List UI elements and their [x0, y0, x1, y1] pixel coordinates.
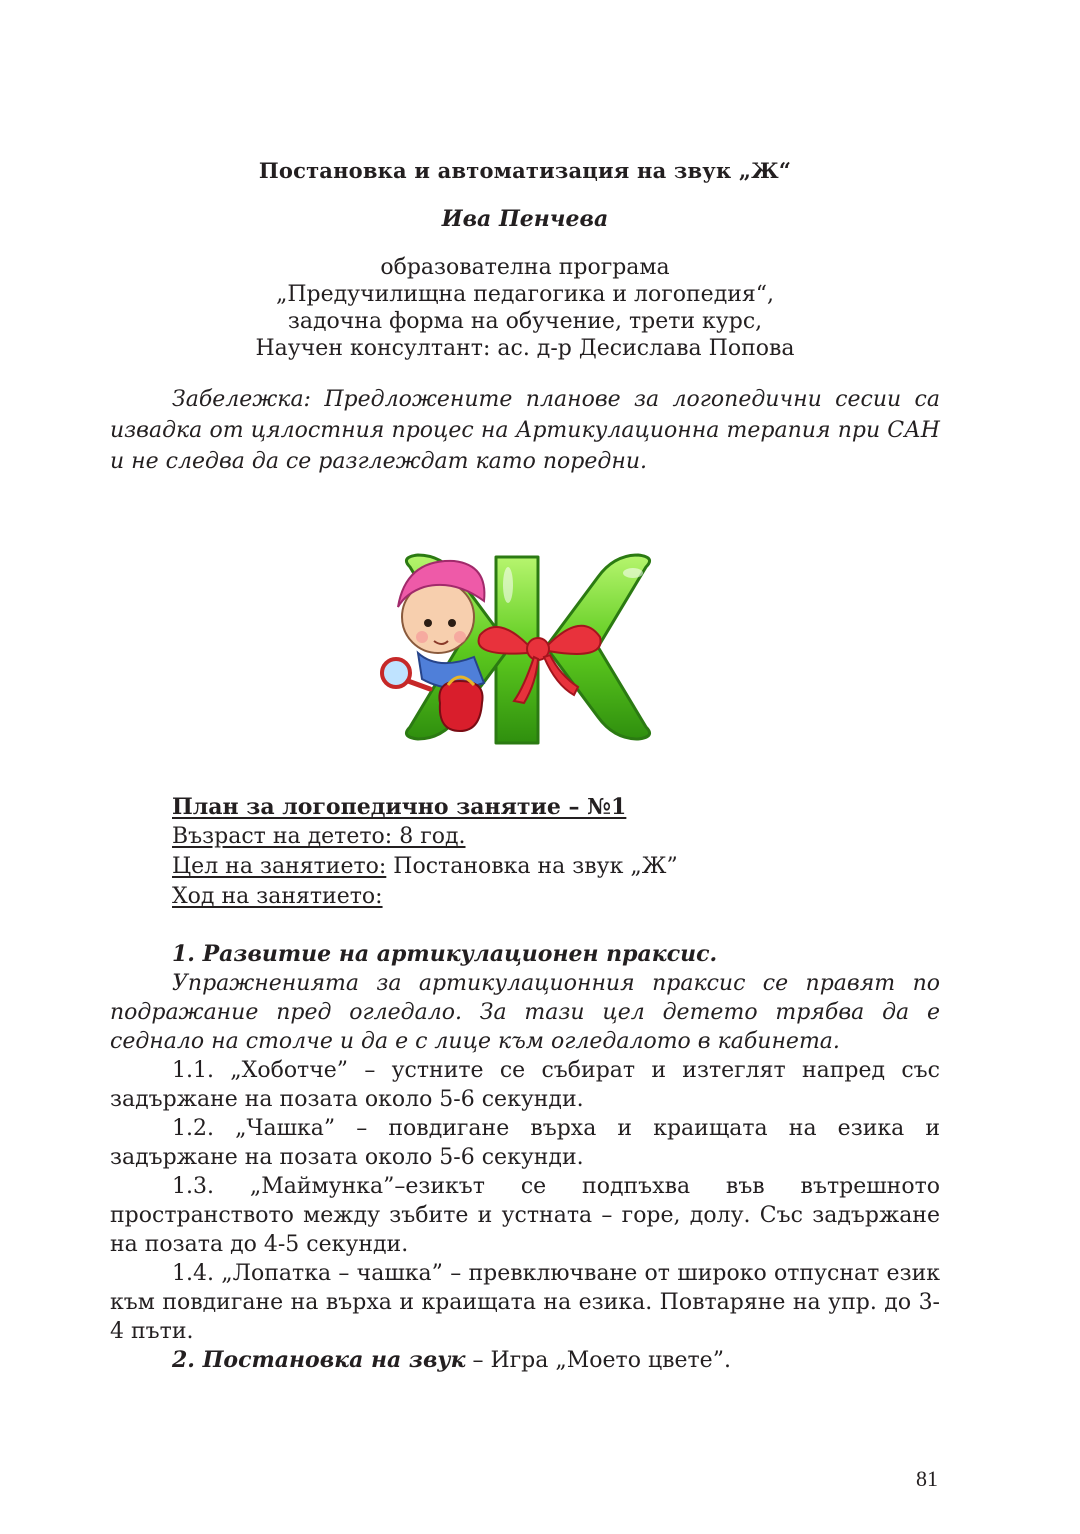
- lesson-course-label: Ход на занятието:: [172, 884, 383, 909]
- author-name: Ива Пенчева: [441, 206, 609, 232]
- goal-value: Постановка на звук „Ж”: [386, 854, 678, 879]
- article-title: Постановка и автоматизация на звук „Ж“: [258, 158, 792, 183]
- affiliation-line: образователна програма: [380, 255, 670, 280]
- exercise-item: 1.2. „Чашка” – повдигане върха и краищата на езика и задържане на позата около 5-6 секунди.: [110, 1116, 940, 1170]
- lesson-plan-header: [172, 792, 678, 912]
- section-1-intro: Упражненията за артикулационния праксис се правят по подражание пред огледало. За тази цел детето трябва да е седнало на столче и да е с лице към огледалото в кабинета.: [110, 971, 940, 1054]
- section-2-heading: 2. Постановка на звук: [172, 1347, 466, 1373]
- exercise-item: 1.3. „Маймунка”–езикът се подпъхва във вътрешното пространството между зъбите и устната – горе, долу. Със задържане на позата до 4-5 секунди.: [110, 1174, 940, 1257]
- affiliation-line: задочна форма на обучение, трети курс,: [287, 309, 763, 334]
- child-age: Възраст на детето: 8 год.: [172, 824, 466, 849]
- letter-zh-with-girl-icon: [378, 545, 678, 755]
- editorial-note: Забележка: Предложените планове за логопедични сесии са извадка от цялостния процес на Артикулационна терапия при САН и не следва да се разглеждат като поредни.: [110, 387, 940, 474]
- letter-zh-illustration: [378, 545, 678, 755]
- page-number: 81: [916, 1466, 938, 1491]
- exercise-item: 1.4. „Лопатка – чашка” – превключване от широко отпуснат език към повдигане на върха и краищата на езика. Повтаряне на упр. до 3-4 пъти.: [110, 1261, 940, 1344]
- plan-heading: План за логопедично занятие – №1: [172, 794, 627, 820]
- affiliation-line: Научен консултант: ас. д-р Десислава Попова: [255, 336, 795, 361]
- goal-label: Цел на занятието:: [172, 854, 387, 879]
- affiliation-block: [110, 254, 940, 362]
- lesson-goal: [172, 852, 678, 882]
- affiliation-line: „Предучилищна педагогика и логопедия“,: [275, 282, 775, 307]
- section-2-text: – Игра „Моето цвете”.: [465, 1348, 731, 1373]
- exercise-item: 1.1. „Хоботче” – устните се събират и изтеглят напред със задържане на позата около 5-6 секунди.: [110, 1058, 940, 1112]
- section-1-heading: 1. Развитие на артикулационен праксис.: [172, 941, 718, 967]
- lesson-body: [110, 940, 940, 1375]
- section-2-line: [110, 1346, 940, 1375]
